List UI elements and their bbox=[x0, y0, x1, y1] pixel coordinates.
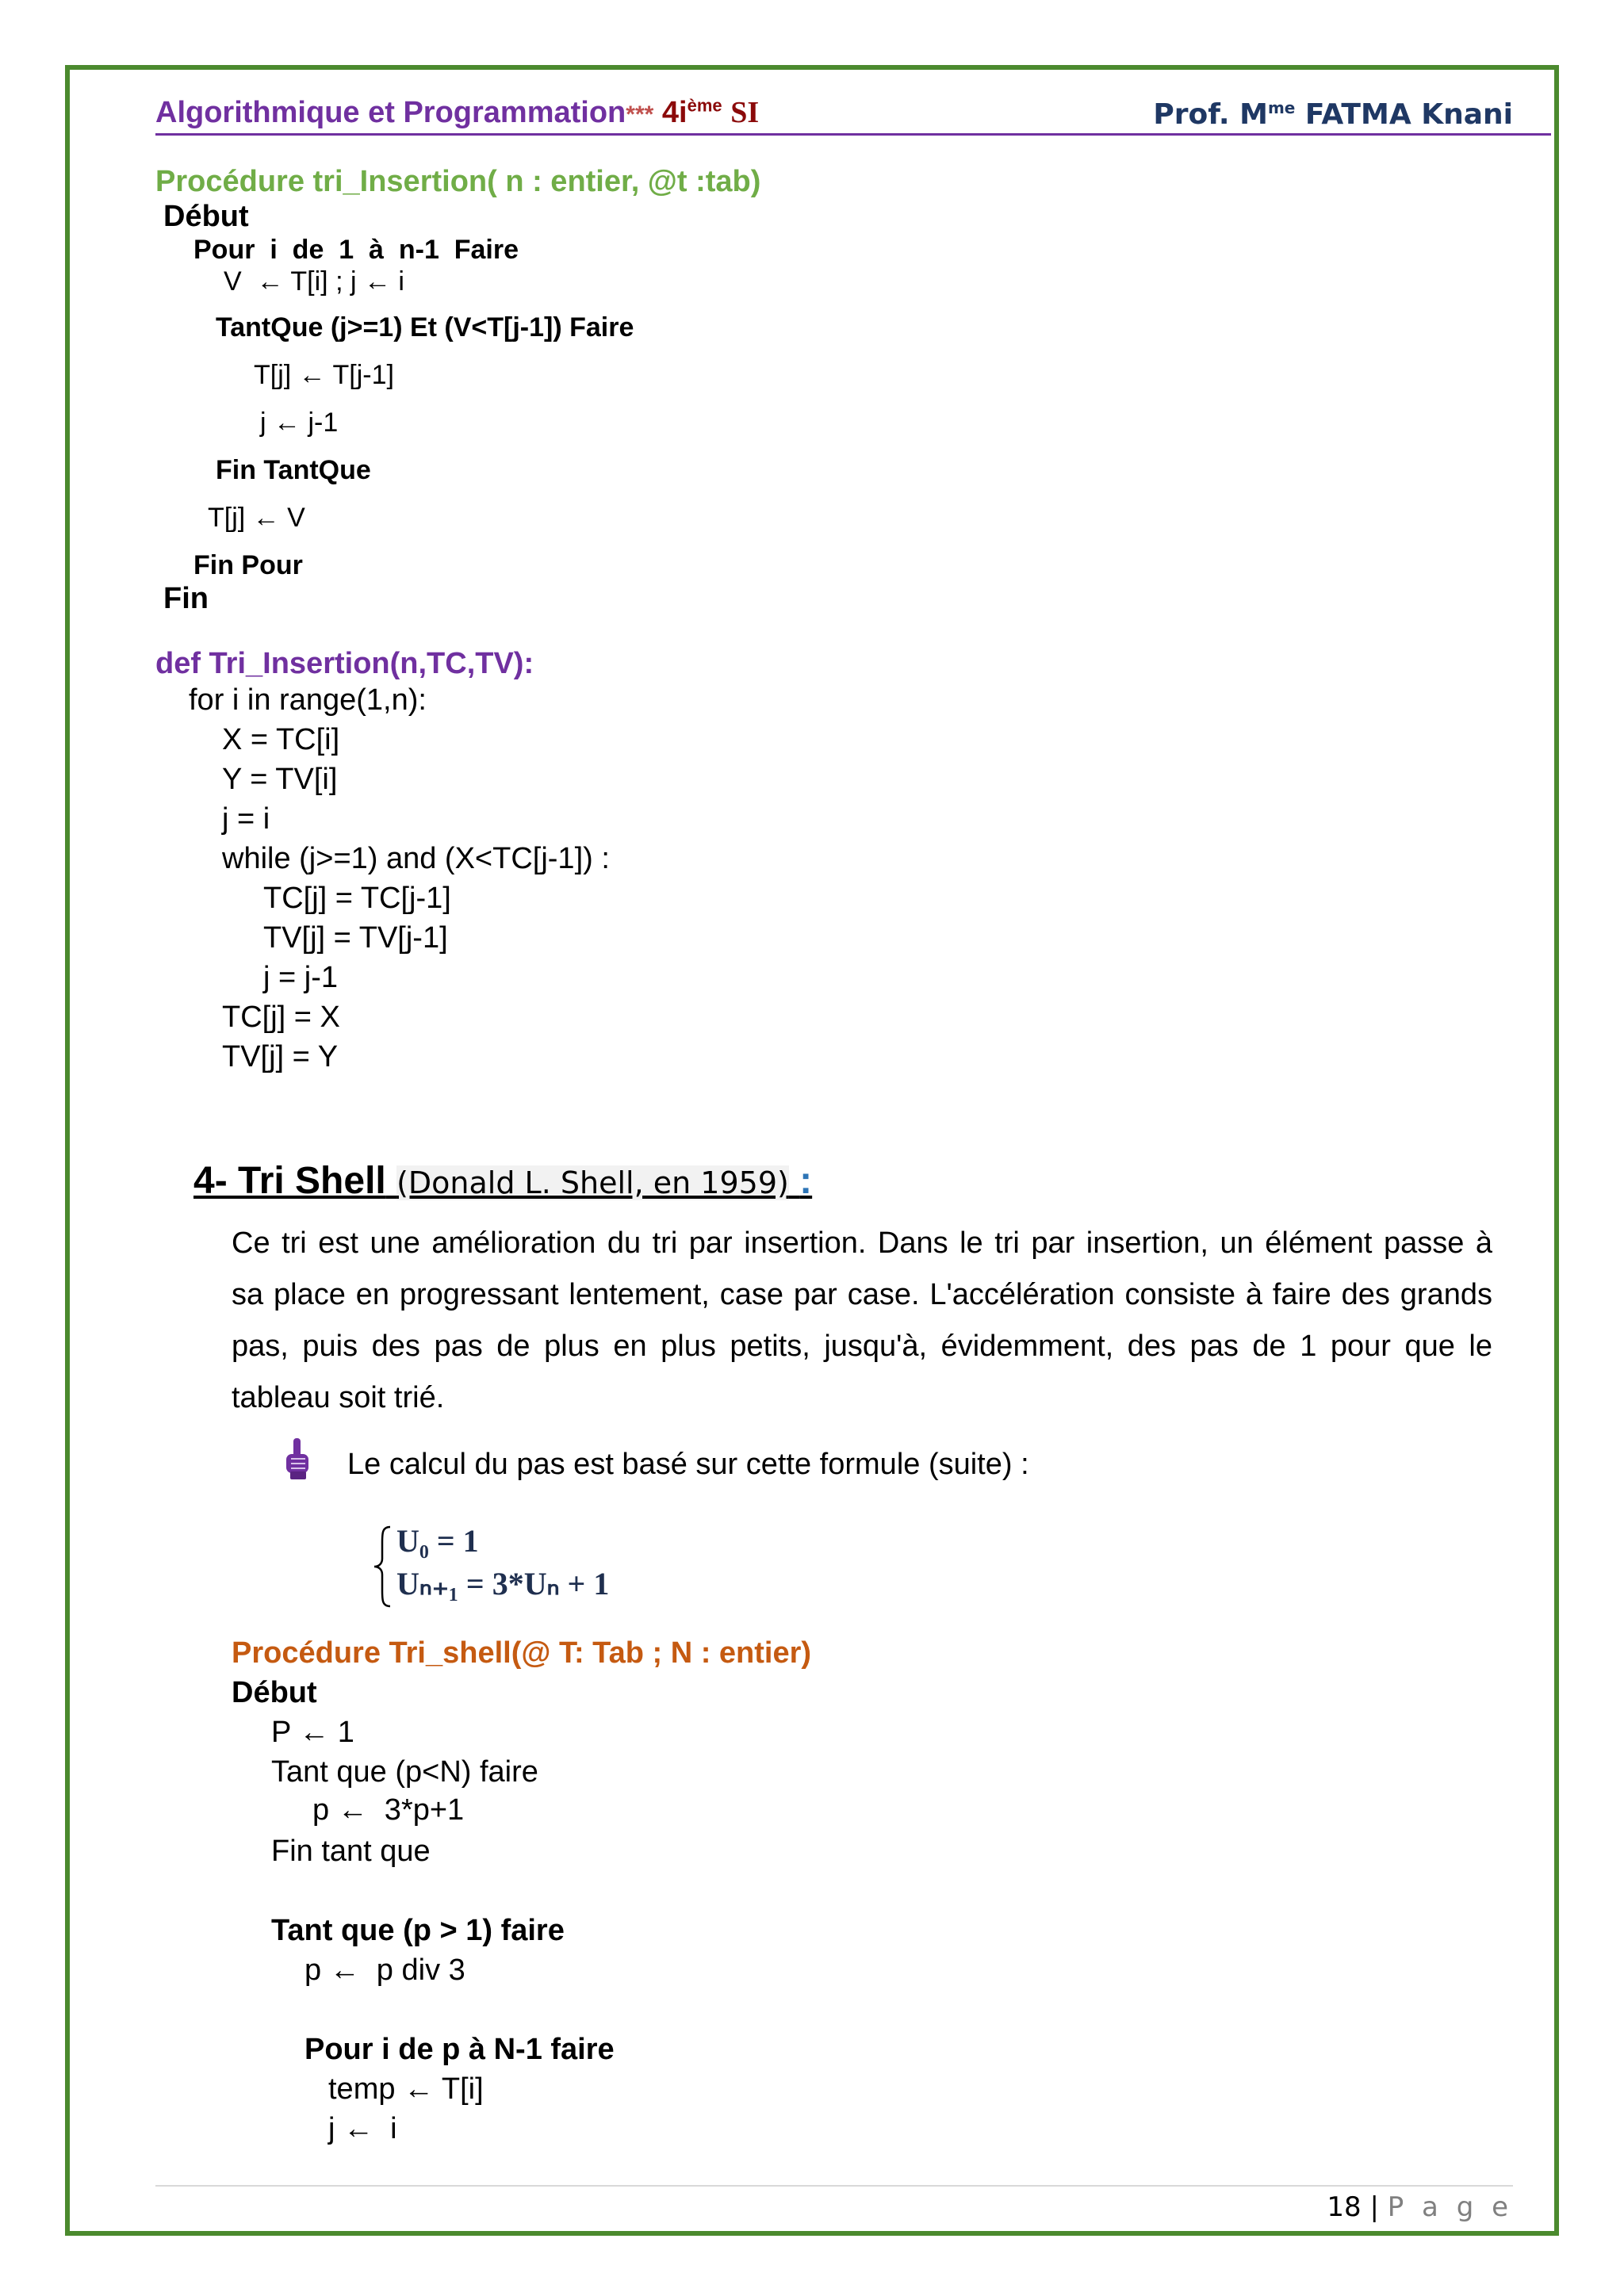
code-line: j = i bbox=[222, 802, 270, 836]
code-line: TV[j] = Y bbox=[222, 1040, 339, 1073]
code-line: P ← 1 bbox=[271, 1716, 354, 1749]
code-line: j ← j-1 bbox=[260, 408, 339, 438]
code-line: TV[j] = TV[j-1] bbox=[263, 921, 448, 955]
formula-note: Le calcul du pas est basé sur cette formule (suite) : bbox=[347, 1448, 1029, 1481]
code-line: p ← 3*p+1 bbox=[312, 1793, 465, 1827]
code-line: for i in range(1,n): bbox=[189, 683, 427, 717]
code-line: TC[j] = X bbox=[222, 1001, 340, 1034]
code-line: while (j>=1) and (X<TC[j-1]) : bbox=[222, 842, 610, 875]
formula-line: U₀ = 1 bbox=[396, 1523, 479, 1559]
code-line: T[j] ← T[j-1] bbox=[254, 360, 394, 390]
header-author: Prof. $M^{me}$ FATMA Knani bbox=[1153, 98, 1513, 131]
page-number: 18 | P a g e bbox=[1327, 2191, 1513, 2223]
code-line: V ← T[i] ; j ← i bbox=[224, 266, 404, 297]
code-line: Fin tant que bbox=[271, 1835, 431, 1868]
code-line: Début bbox=[163, 200, 249, 233]
code-line: Fin bbox=[163, 582, 209, 615]
proc-shell-title: Procédure Tri_shell(@ T: Tab ; N : entier) bbox=[232, 1636, 812, 1670]
code-line: p ← p div 3 bbox=[304, 1954, 465, 1987]
code-line: TC[j] = TC[j-1] bbox=[263, 882, 451, 915]
code-line: Tant que (p > 1) faire bbox=[271, 1914, 565, 1947]
code-line: Tant que (p<N) faire bbox=[271, 1755, 538, 1789]
formula-line: Uₙ₊₁ = 3*Uₙ + 1 bbox=[396, 1566, 610, 1601]
python-insertion-title: def Tri_Insertion(n,TC,TV): bbox=[155, 647, 534, 680]
code-line: T[j] ← V bbox=[208, 503, 305, 533]
code-line: j ← i bbox=[328, 2112, 397, 2145]
section-title: 4- Tri Shell (Donald L. Shell, en 1959) : bbox=[193, 1160, 813, 1202]
code-line: X = TC[i] bbox=[222, 723, 340, 756]
code-line: Fin Pour bbox=[193, 550, 303, 580]
code-line: Fin TantQue bbox=[216, 455, 371, 485]
code-line: Début bbox=[232, 1676, 317, 1709]
footer-divider bbox=[155, 2185, 1513, 2187]
brace-icon bbox=[373, 1525, 393, 1608]
header-subject: Algorithmique et Programmation*** $4i^{ème}$ SI bbox=[155, 95, 760, 129]
code-line: Pour i de p à N-1 faire bbox=[304, 2033, 615, 2066]
code-line: Y = TV[i] bbox=[222, 763, 338, 796]
section-paragraph: Ce tri est une amélioration du tri par insertion. Dans le tri par insertion, un élément passe à sa place en progressant lentement, case par case. L'accélération consiste à faire des grands pas, puis des pas de plus en plus petits, jusqu'à, évidemment, des pas de 1 pour que le tableau soit trié. bbox=[232, 1226, 1492, 1414]
code-line: temp ← T[i] bbox=[328, 2072, 484, 2106]
code-line: TantQue (j>=1) Et (V<T[j-1]) Faire bbox=[216, 312, 634, 342]
pointing-hand-icon bbox=[284, 1437, 311, 1485]
proc-insertion-title: Procédure tri_Insertion( n : entier, @t :tab) bbox=[155, 165, 761, 198]
code-line: Pour i de 1 à n-1 Faire bbox=[193, 235, 519, 265]
code-line: j = j-1 bbox=[263, 961, 338, 994]
header-underline bbox=[155, 133, 1551, 136]
